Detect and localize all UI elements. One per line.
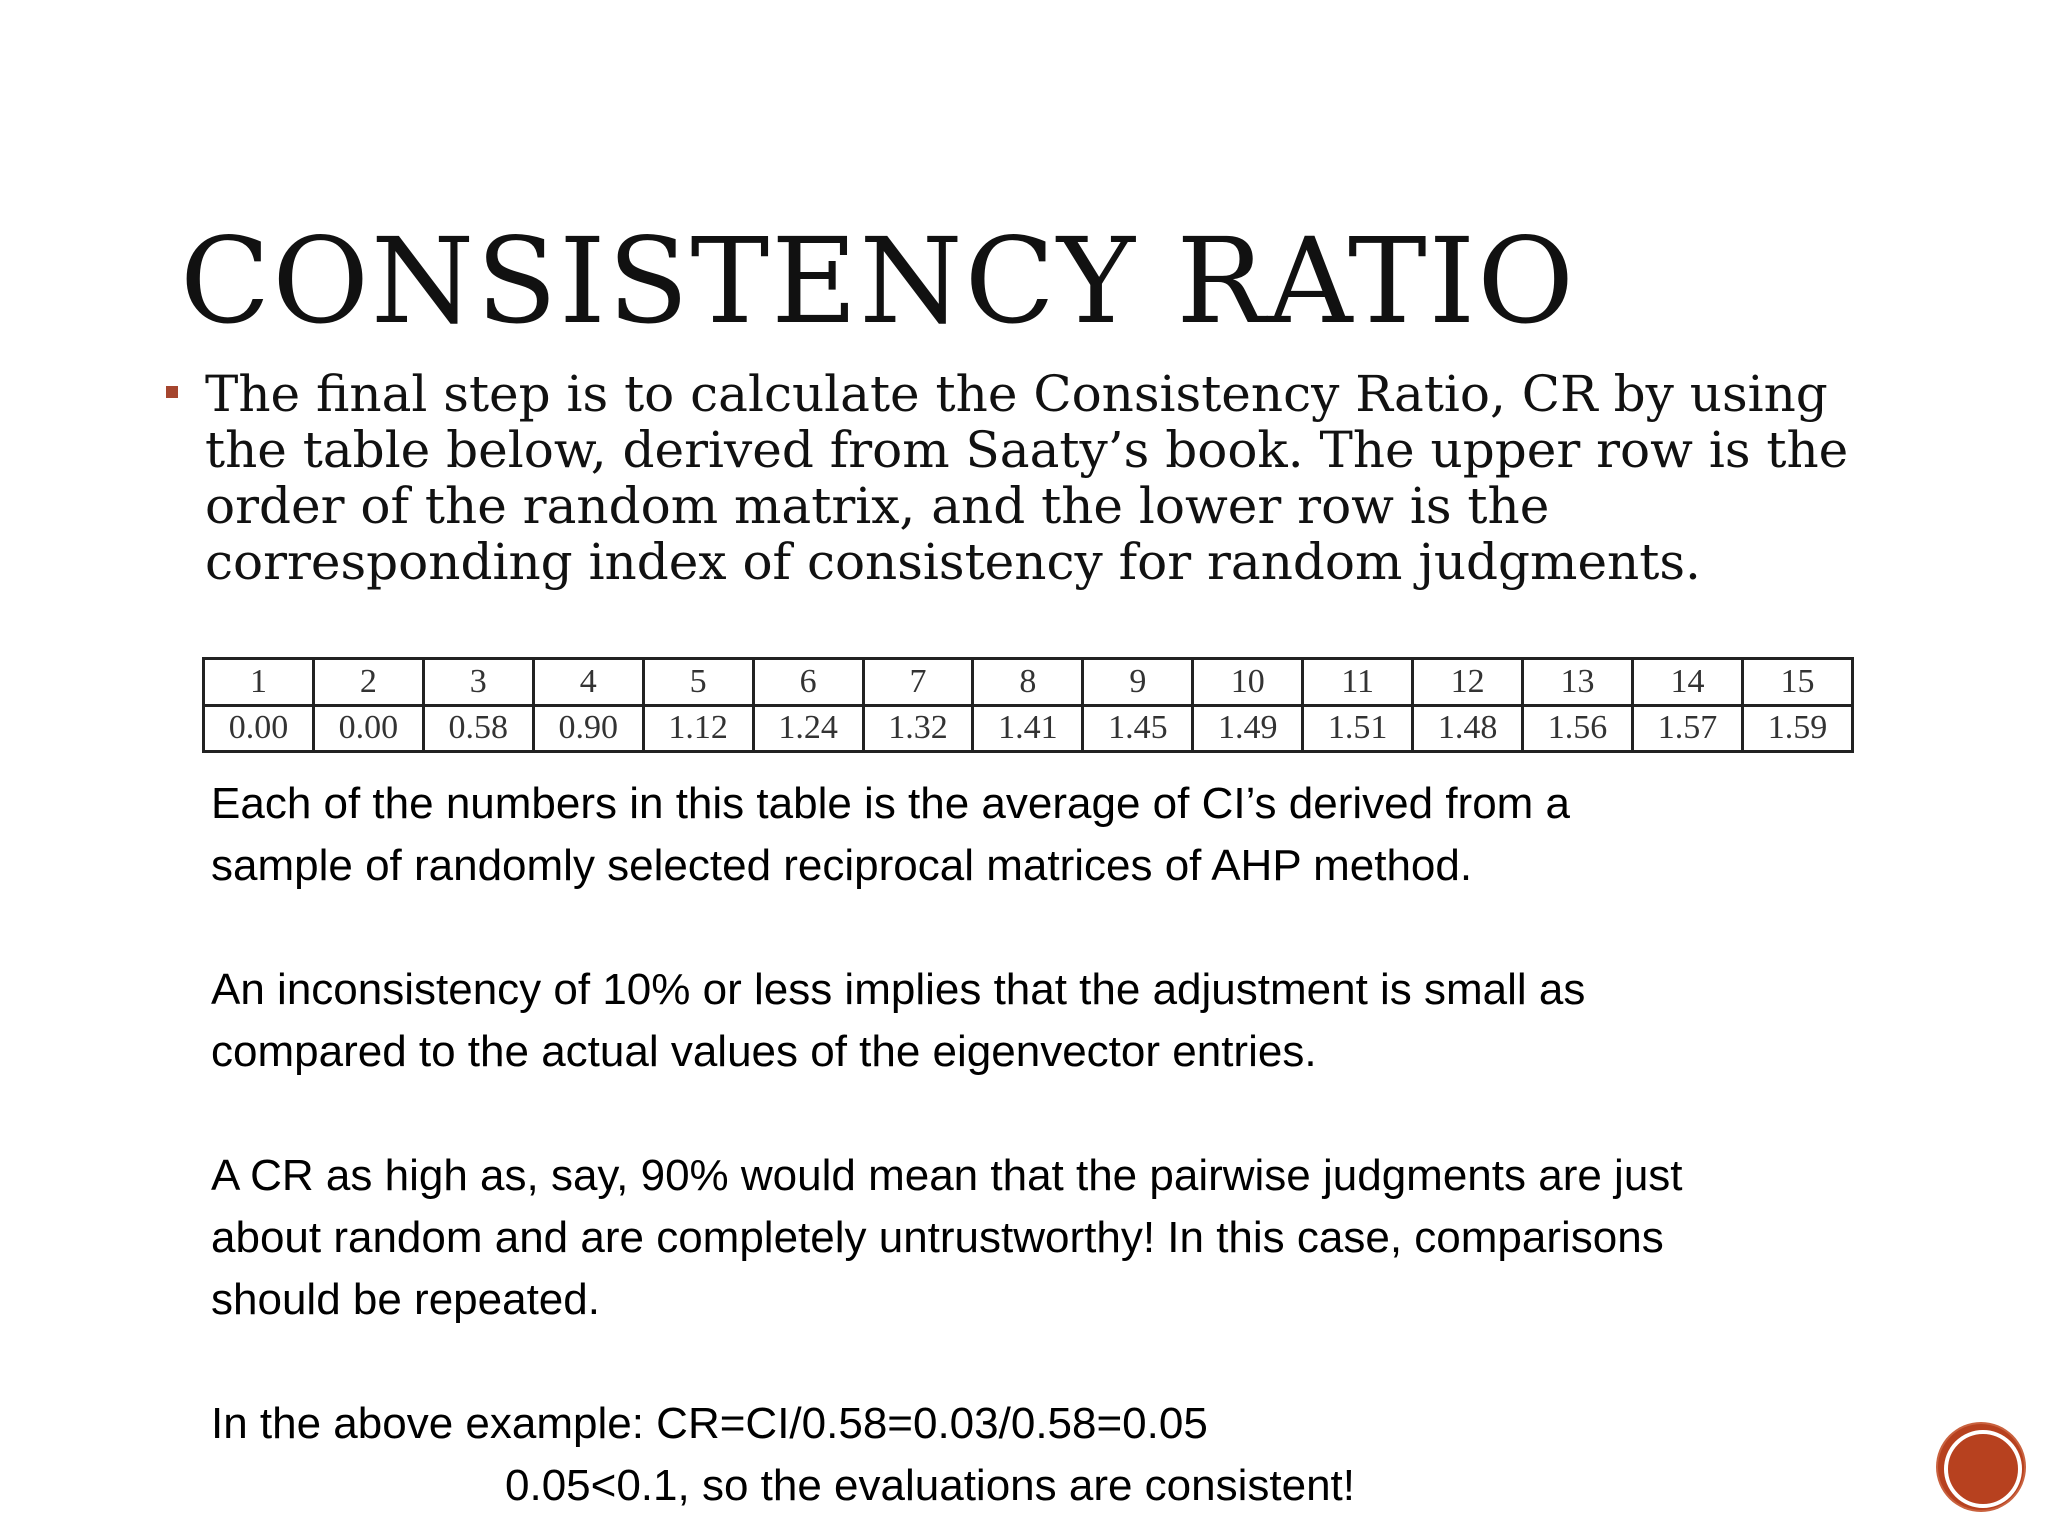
table-row-index xyxy=(204,705,1853,752)
table-cell: 0.00 xyxy=(204,705,314,752)
table-cell: 6 xyxy=(753,659,863,706)
table-cell: 5 xyxy=(643,659,753,706)
slide-nav-button[interactable] xyxy=(1938,1424,2024,1510)
table-cell: 1.32 xyxy=(863,705,973,752)
intro-paragraph: The final step is to calculate the Consistency Ratio, CR by using the table below, derived from Saaty’s book. The upper row is the order of the random matrix, and the lower row is the corresponding index of consistency for random judgments. xyxy=(205,365,1849,591)
table-cell: 1.48 xyxy=(1413,705,1523,752)
table-cell: 13 xyxy=(1523,659,1633,706)
note-line: A CR as high as, say, 90% would mean that the pairwise judgments are just xyxy=(211,1151,1683,1200)
table-cell: 0.00 xyxy=(313,705,423,752)
table-cell: 1.41 xyxy=(973,705,1083,752)
square-bullet-icon xyxy=(166,386,178,398)
random-index-table xyxy=(202,657,1854,753)
table-cell: 1.59 xyxy=(1742,705,1852,752)
note-paragraph-inconsistency xyxy=(211,959,1585,1083)
table-cell: 4 xyxy=(533,659,643,706)
note-line: about random and are completely untrustworthy! In this case, comparisons xyxy=(211,1213,1664,1262)
note-paragraph-ci xyxy=(211,773,1570,897)
table-cell: 14 xyxy=(1632,659,1742,706)
circle-nav-icon xyxy=(1944,1430,2022,1508)
table-cell: 0.58 xyxy=(423,705,533,752)
table-cell: 1.12 xyxy=(643,705,753,752)
table-cell: 1.45 xyxy=(1083,705,1193,752)
example-conclusion: 0.05<0.1, so the evaluations are consistent! xyxy=(505,1461,1356,1510)
note-line: sample of randomly selected reciprocal matrices of AHP method. xyxy=(211,841,1473,890)
table-cell: 12 xyxy=(1413,659,1523,706)
table-cell: 1.57 xyxy=(1632,705,1742,752)
table-cell: 15 xyxy=(1742,659,1852,706)
table-cell: 9 xyxy=(1083,659,1193,706)
table-cell: 1.56 xyxy=(1523,705,1633,752)
note-line: compared to the actual values of the eigenvector entries. xyxy=(211,1027,1317,1076)
table-cell: 10 xyxy=(1193,659,1303,706)
note-line: An inconsistency of 10% or less implies that the adjustment is small as xyxy=(211,965,1586,1014)
table-cell: 2 xyxy=(313,659,423,706)
table-cell: 1.49 xyxy=(1193,705,1303,752)
table-cell: 11 xyxy=(1303,659,1413,706)
table-cell: 1.24 xyxy=(753,705,863,752)
slide-title: CONSISTENCY RATIO xyxy=(180,212,1577,350)
table-row-order xyxy=(204,659,1853,706)
note-line: Each of the numbers in this table is the average of CI’s derived from a xyxy=(211,779,1571,828)
table-cell: 3 xyxy=(423,659,533,706)
table-cell: 1 xyxy=(204,659,314,706)
table-cell: 1.51 xyxy=(1303,705,1413,752)
note-paragraph-high-cr xyxy=(211,1145,1683,1331)
table-cell: 8 xyxy=(973,659,1083,706)
table-cell: 7 xyxy=(863,659,973,706)
note-line: should be repeated. xyxy=(211,1275,600,1324)
table-cell: 0.90 xyxy=(533,705,643,752)
example-formula: In the above example: CR=CI/0.58=0.03/0.58=0.05 xyxy=(211,1399,1208,1448)
